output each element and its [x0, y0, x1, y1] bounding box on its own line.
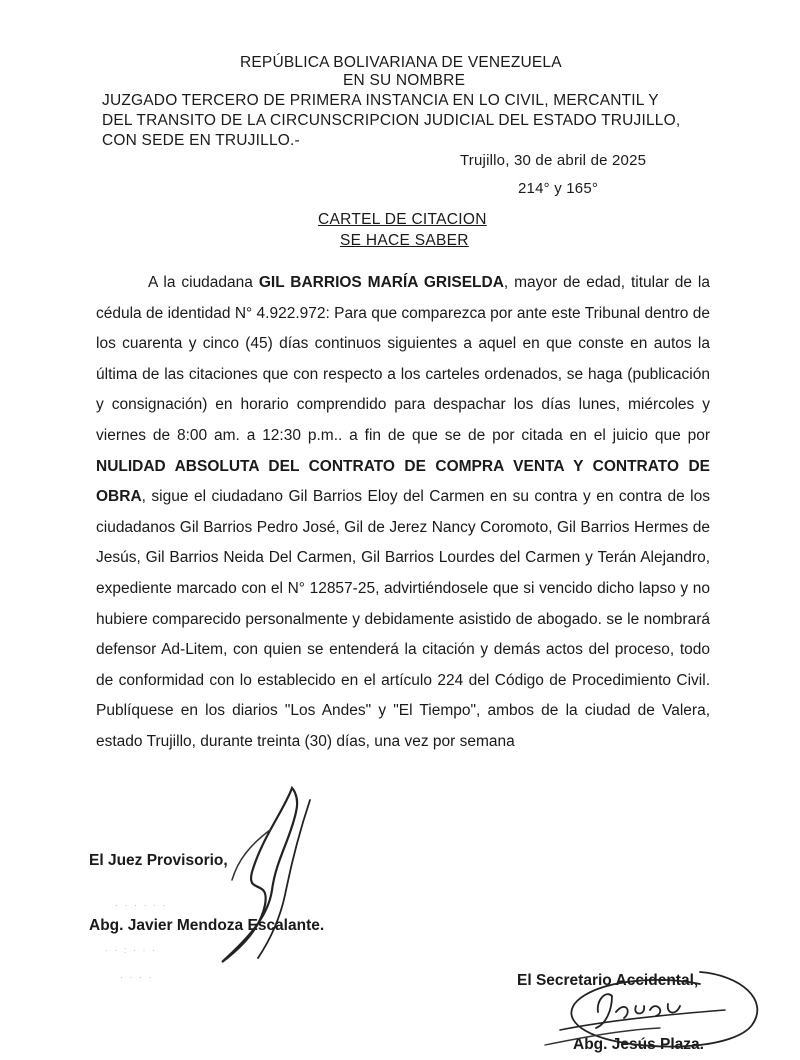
- country-header: REPÚBLICA BOLIVARIANA DE VENEZUELA: [240, 54, 562, 71]
- secretary-title: El Secretario Accidental,: [517, 972, 699, 989]
- court-seat-line: CON SEDE EN TRUJILLO.-: [102, 132, 300, 149]
- case-type: NULIDAD ABSOLUTA DEL CONTRATO DE COMPRA VENTA Y CONTRATO DE OBRA: [96, 457, 710, 506]
- document-subtitle: SE HACE SABER: [340, 232, 469, 249]
- document-date: Trujillo, 30 de abril de 2025: [460, 152, 647, 169]
- citation-paragraph: [96, 268, 710, 758]
- body-text-intro: A la ciudadana: [148, 274, 259, 291]
- body-text-main: , mayor de edad, titular de la cédula de identidad N° 4.922.972: Para que comparezca por ante este Tribunal dentro de los cuarenta y cinco (45) días continuos siguientes a aquel en que conste en autos la última de las citaciones que con respecto a los carteles ordenados, se haga (publicación y consignación) en horario comprendido para despachar los días lunes, miércoles y viernes de 8:00 am. a 12:30 p.m.. a fin de que se de por citada en el juicio que por: [96, 274, 710, 444]
- document-title: CARTEL DE CITACION: [318, 211, 487, 228]
- judge-title: El Juez Provisorio,: [89, 852, 228, 869]
- court-name-line-2: DEL TRANSITO DE LA CIRCUNSCRIPCION JUDICIAL DEL ESTADO TRUJILLO,: [102, 112, 681, 129]
- body-text-rest: , sigue el ciudadano Gil Barrios Eloy del Carmen en su contra y en contra de los ciudadanos Gil Barrios Pedro José, Gil de Jerez Nancy Coromoto, Gil Barrios Hermes de Jesús, Gil Barrios Neida Del Carmen, Gil Barrios Lourdes del Carmen y Terán Alejandro, expediente marcado con el N° 12857-25, advirtiéndosele que si vencido dicho lapso y no hubiere comparecido personalmente y debidamente asistido de abogado. se le nombrará defensor Ad-Litem, con quien se entenderá la citación y demás actos del proceso, todo de conformidad con lo establecido en el artículo 224 del Código de Procedimiento Civil. Publíquese en los diarios "Los Andes" y "El Tiempo", ambos de la ciudad de Valera, estado Trujillo, durante treinta (30) días, una vez por semana: [96, 488, 710, 750]
- court-name-line-1: JUZGADO TERCERO DE PRIMERA INSTANCIA EN LO CIVIL, MERCANTIL Y: [102, 92, 659, 109]
- judge-name: Abg. Javier Mendoza Escalante.: [89, 917, 325, 934]
- independence-years: 214° y 165°: [518, 180, 599, 197]
- stamp-mark: · · · ·: [120, 972, 154, 982]
- stamp-mark: · · : · · ·: [105, 945, 157, 955]
- cited-person-name: GIL BARRIOS MARÍA GRISELDA: [258, 274, 504, 291]
- secretary-name: Abg. Jesús Plaza.: [573, 1036, 704, 1053]
- citation-body: [96, 268, 710, 758]
- authority-line: EN SU NOMBRE: [343, 72, 466, 89]
- stamp-mark: · · · · · ·: [115, 900, 168, 910]
